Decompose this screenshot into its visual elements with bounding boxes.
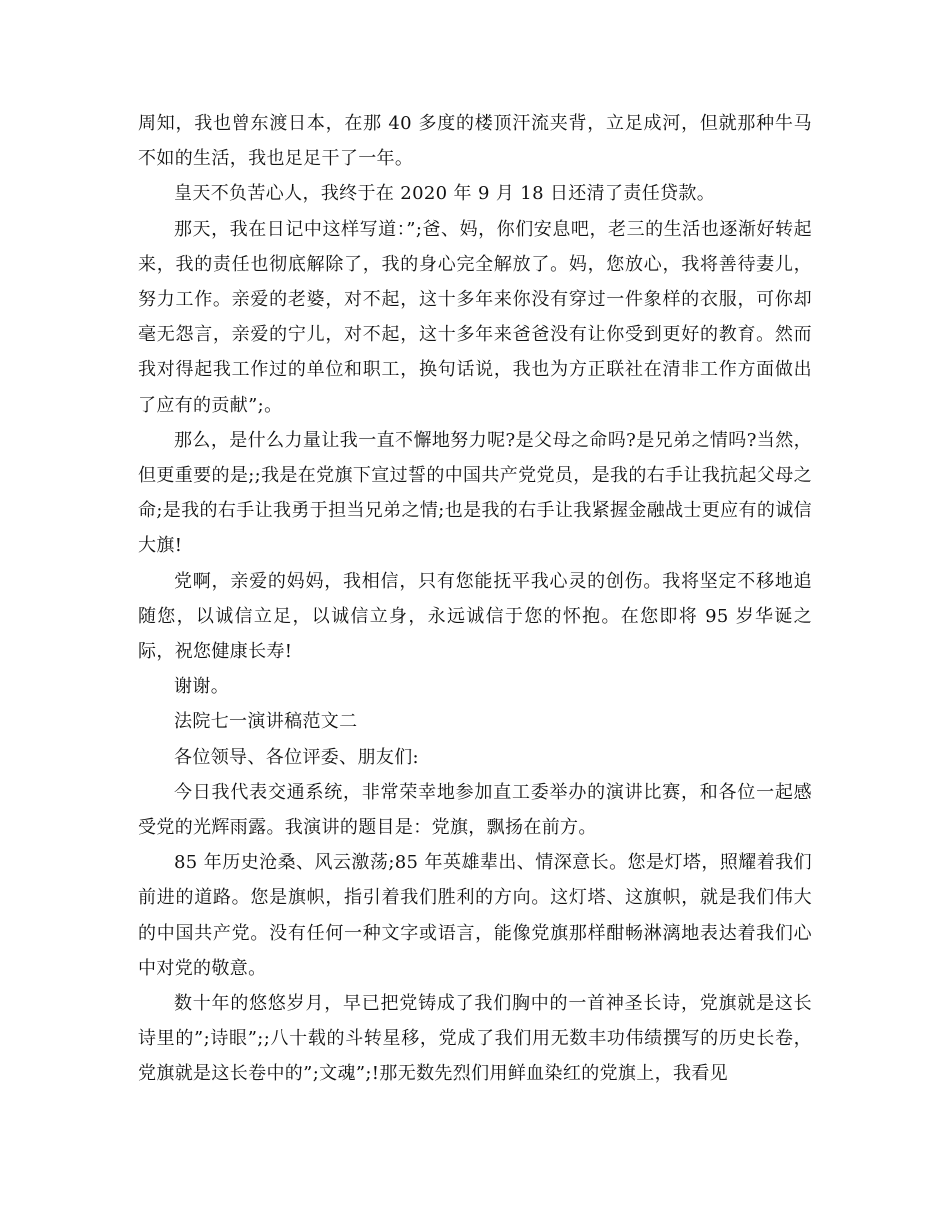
paragraph: 党啊，亲爱的妈妈，我相信，只有您能抚平我心灵的创伤。我将坚定不移地追随您，以诚信立足，以诚信立身，永远诚信于您的怀抱。在您即将 95 岁华诞之际，祝您健康长寿! xyxy=(138,570,812,663)
paragraph: 今日我代表交通系统，非常荣幸地参加直工委举办的演讲比赛，和各位一起感受党的光辉雨露。我演讲的题目是：党旗，飘扬在前方。 xyxy=(138,781,812,839)
document-body xyxy=(138,106,812,1092)
salutation: 各位领导、各位评委、朋友们: xyxy=(174,746,419,768)
paragraph-continuation: 周知，我也曾东渡日本，在那 40 多度的楼顶汗流夹背，立足成河，但就那种牛马不如的生活，我也足足干了一年。 xyxy=(138,113,812,170)
section-heading: 法院七一演讲稿范文二 xyxy=(174,711,358,733)
paragraph: 皇天不负苦心人，我终于在 2020 年 9 月 18 日还清了责任贷款。 xyxy=(174,183,716,205)
paragraph: 85 年历史沧桑、风云激荡;85 年英雄辈出、情深意长。您是灯塔，照耀着我们前进的道路。您是旗帜，指引着我们胜利的方向。这灯塔、这旗帜，就是我们伟大的中国共产党。没有任何一种文字或语言，能像党旗那样酣畅淋漓地表达着我们心中对党的敬意。 xyxy=(138,852,812,979)
paragraph: 那么，是什么力量让我一直不懈地努力呢?是父母之命吗?是兄弟之情吗?当然，但更重要的是;;我是在党旗下宣过誓的中国共产党党员，是我的右手让我抗起父母之命;是我的右手让我勇于担当兄弟之情;也是我的右手让我紧握金融战士更应有的诚信大旗! xyxy=(138,429,812,557)
paragraph: 数十年的悠悠岁月，早已把党铸成了我们胸中的一首神圣长诗，党旗就是这长诗里的”;诗眼”;;八十载的斗转星移，党成了我们用无数丰功伟绩撰写的历史长卷，党旗就是这长卷中的”;文魂”;!那无数先烈们用鲜血染红的党旗上，我看见 xyxy=(138,993,812,1085)
paragraph: 谢谢。 xyxy=(174,676,230,698)
paragraph: 那天，我在日记中这样写道：”;爸、妈，你们安息吧，老三的生活也逐渐好转起来，我的责任也彻底解除了，我的身心完全解放了。妈，您放心，我将善待妻儿，努力工作。亲爱的老婆，对不起，这十多年来你没有穿过一件象样的衣服，可你却毫无怨言，亲爱的宁儿，对不起，这十多年来爸爸没有让你受到更好的教育。然而我对得起我工作过的单位和职工，换句话说，我也为方正联社在清非工作方面做出了应有的贡献”;。 xyxy=(138,218,812,416)
